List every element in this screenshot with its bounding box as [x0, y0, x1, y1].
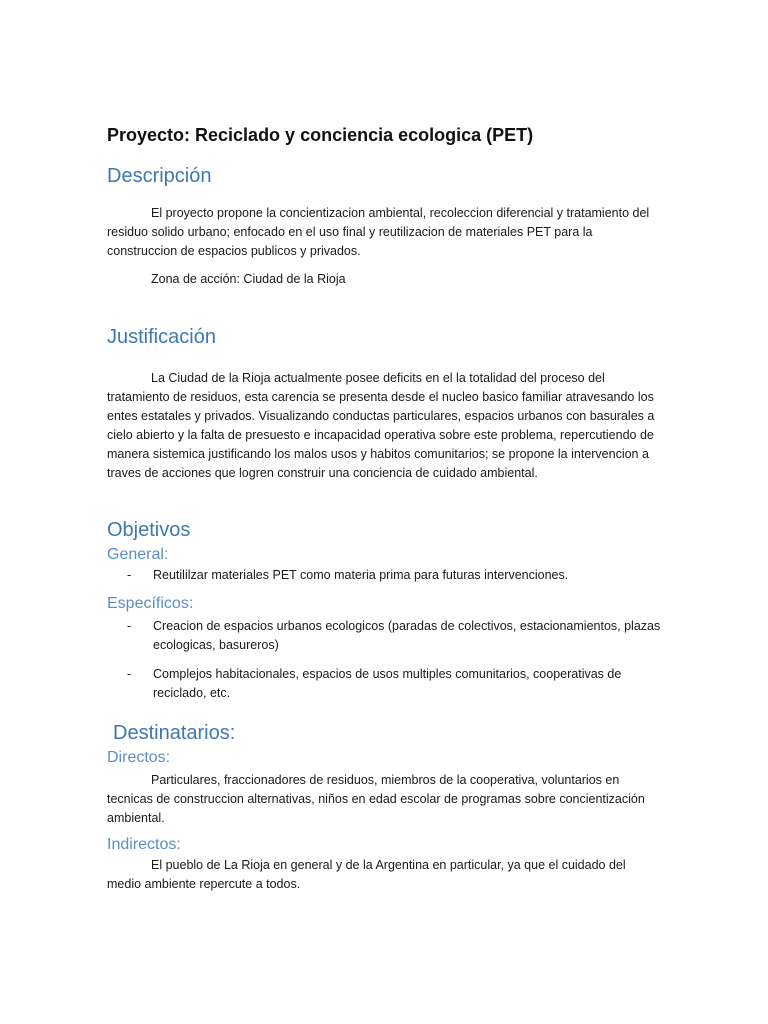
general-list [107, 566, 663, 585]
list-item [107, 665, 663, 703]
list-item [107, 617, 663, 655]
bullet-dash: - [127, 619, 132, 633]
descripcion-body: El proyecto propone la concientizacion ambiental, recoleccion diferencial y tratamiento del residuo solido urbano; enfocado en el uso final y reutilizacion de materiales PET para la construccion de espacios publicos y privados. [107, 206, 650, 258]
especificos-list [107, 617, 663, 703]
directos-body: Particulares, fraccionadores de residuos, miembros de la cooperativa, voluntarios en tecnicas de construccion alternativas, niños en edad escolar de programas sobre concientización ambiental. [107, 773, 645, 825]
document-title: Proyecto: Reciclado y conciencia ecologica (PET) [107, 125, 534, 145]
list-item [107, 566, 663, 585]
heading-indirectos: Indirectos: [107, 836, 181, 853]
heading-general: General: [107, 546, 169, 563]
list-item-text: Complejos habitacionales, espacios de usos multiples comunitarios, cooperativas de reciclado, etc. [153, 667, 622, 700]
zona-de-accion: Zona de acción: Ciudad de la Rioja [151, 272, 346, 286]
list-item-text: Reutililzar materiales PET como materia prima para futuras intervenciones. [153, 568, 569, 582]
heading-justificacion: Justificación [107, 326, 216, 348]
heading-directos: Directos: [107, 749, 171, 766]
heading-objetivos: Objetivos [107, 519, 191, 541]
bullet-dash: - [127, 667, 132, 681]
heading-especificos: Específicos: [107, 595, 194, 612]
heading-destinatarios: Destinatarios: [113, 722, 236, 744]
justificacion-body: La Ciudad de la Rioja actualmente posee deficits en el la totalidad del proceso del tratamiento de residuos, esta carencia se presenta desde el nucleo basico familiar atravesando los entes estatales y privados. Visualizando conductas particulares, espacios urbanos con basurales a cielo abierto y la falta de presuesto e incapacidad operativa sobre este problema, repercutiendo de manera sistemica justificando los malos usos y habitos comunitarios; se propone la intervencion a traves de acciones que logren construir una conciencia de cuidado ambiental. [107, 371, 655, 480]
heading-descripcion: Descripción [107, 165, 212, 187]
list-item-text: Creacion de espacios urbanos ecologicos (paradas de colectivos, estacionamientos, plazas ecologicas, basureros) [153, 619, 661, 652]
document-page [107, 122, 663, 894]
indirectos-body: El pueblo de La Rioja en general y de la Argentina en particular, ya que el cuidado del medio ambiente repercute a todos. [107, 858, 626, 891]
bullet-dash: - [127, 568, 132, 582]
